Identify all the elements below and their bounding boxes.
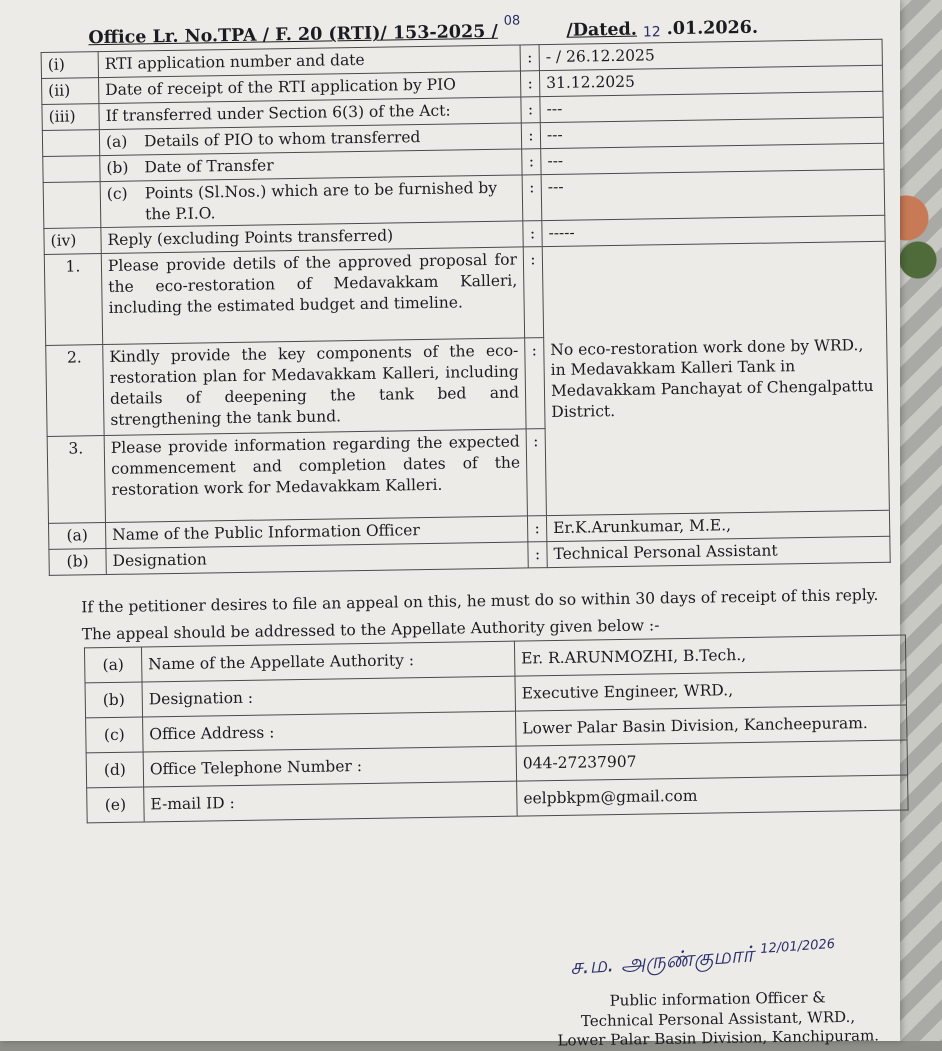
row-number: (iii) xyxy=(42,103,99,130)
row-colon: : xyxy=(521,97,540,123)
row-label: If transferred under Section 6(3) of the Act: xyxy=(99,97,521,130)
appeal-intro: The appeal should be addressed to the Appellate Authority given below :- xyxy=(81,616,660,644)
row-value: 044-27237907 xyxy=(516,740,908,781)
row-label: Date of receipt of the RTI application by PIO xyxy=(99,71,521,104)
row-value: eelpbkpm@gmail.com xyxy=(517,775,909,816)
row-colon: : xyxy=(523,247,543,338)
row-letter: (d) xyxy=(86,752,144,788)
row-label: Name of the Appellate Authority : xyxy=(141,641,515,682)
row-value: Er. R.ARUNMOZHI, B.Tech., xyxy=(514,635,906,676)
signatory-title: Public information Officer & xyxy=(609,988,826,1010)
point-number: 2. xyxy=(46,345,104,437)
row-number: (ii) xyxy=(42,78,99,105)
row-letter: (e) xyxy=(87,787,145,823)
row-colon: : xyxy=(520,71,539,97)
row-letter: (b) xyxy=(49,549,106,576)
reply-answer: No eco-restoration work done by WRD., in Medavakkam Kalleri Tank in Medavakkam Panchayat of Chengalpattu District. xyxy=(542,242,889,516)
row-value: Executive Engineer, WRD., xyxy=(515,670,907,711)
row-letter: (a) xyxy=(49,523,106,550)
row-number: (iv) xyxy=(44,228,101,255)
point-question: Kindly provide the key components of the eco-restoration plan for Medavakkam Kalleri, including details of deepening the tank bed and strengthening the tank bund. xyxy=(103,338,526,436)
row-colon: : xyxy=(527,516,546,542)
point-number: 1. xyxy=(44,254,102,346)
rti-details-table xyxy=(41,39,891,576)
row-colon: : xyxy=(522,148,541,174)
point-number: 3. xyxy=(47,436,105,524)
sub-letter: (a) xyxy=(105,132,128,151)
row-label: Office Telephone Number : xyxy=(143,746,517,787)
row-label: RTI application number and date xyxy=(98,45,520,78)
row-value: 31.12.2025 xyxy=(539,65,882,96)
row-colon: : xyxy=(521,122,540,148)
table-row xyxy=(44,242,886,346)
letter-reference: Office Lr. No.TPA / F. 20 (RTI)/ 153-2025 / xyxy=(88,22,499,49)
sub-label: Date of Transfer xyxy=(144,156,274,177)
row-value: - / 26.12.2025 xyxy=(539,39,882,70)
appeal-instructions: If the petitioner desires to file an appeal on this, he must do so within 30 days of receipt of this reply. xyxy=(81,586,879,617)
handwritten-date-day: 12 xyxy=(642,24,661,41)
document-body xyxy=(40,0,913,823)
dated-month-year: .01.2026. xyxy=(666,18,759,40)
row-label: Designation : xyxy=(142,676,516,717)
appellate-authority-table xyxy=(84,635,909,824)
signatory-designation: Technical Personal Assistant, WRD., xyxy=(580,1007,856,1030)
sub-letter: (c) xyxy=(106,184,128,203)
row-colon: : xyxy=(520,45,539,71)
sub-label: Points (Sl.Nos.) which are to be furnished by the P.I.O. xyxy=(144,178,498,223)
point-question: Please provide information regarding the expected commencement and completion dates of the restoration work for Medavakkam Kalleri. xyxy=(104,429,527,523)
row-value: Technical Personal Assistant xyxy=(547,537,890,568)
row-letter: (c) xyxy=(86,717,144,753)
row-label: Reply (excluding Points transferred) xyxy=(101,221,523,254)
row-value: --- xyxy=(541,143,884,174)
row-label: E-mail ID : xyxy=(144,781,518,822)
row-value: --- xyxy=(541,169,885,221)
row-colon: : xyxy=(525,338,545,429)
row-label: Name of the Public Information Officer xyxy=(106,516,528,549)
row-value: ----- xyxy=(542,216,885,247)
signature-block xyxy=(528,987,909,1051)
row-colon: : xyxy=(526,429,546,516)
row-label: Office Address : xyxy=(143,711,517,752)
sub-label: Details of PIO to whom transferred xyxy=(143,127,421,151)
row-colon: : xyxy=(522,174,542,221)
row-value: --- xyxy=(540,117,883,148)
row-letter: (a) xyxy=(84,647,142,683)
row-colon: : xyxy=(528,542,547,568)
sub-letter: (b) xyxy=(106,158,129,177)
signatory-division: Lower Palar Basin Division, Kanchipuram. xyxy=(557,1026,880,1050)
handwritten-signature: ச.ம. அருண்குமார் $^{12/01/2026}$ xyxy=(569,936,836,981)
row-number: (i) xyxy=(41,52,98,79)
row-value: Lower Palar Basin Division, Kancheepuram. xyxy=(516,705,908,746)
row-letter: (b) xyxy=(85,682,143,718)
row-label: Designation xyxy=(106,542,528,575)
row-value: --- xyxy=(540,91,883,122)
signature-date: 12/01/2026 xyxy=(759,936,836,957)
row-value: Er.K.Arunkumar, M.E., xyxy=(546,511,889,542)
row-colon: : xyxy=(523,221,542,247)
point-question: Please provide detils of the approved proposal for the eco-restoration of Medavakkam Kalleri, including the estimated budget and timeline. xyxy=(101,247,524,345)
handwritten-letter-number: 08 xyxy=(503,13,521,30)
dated-label: /Dated. xyxy=(566,20,638,42)
